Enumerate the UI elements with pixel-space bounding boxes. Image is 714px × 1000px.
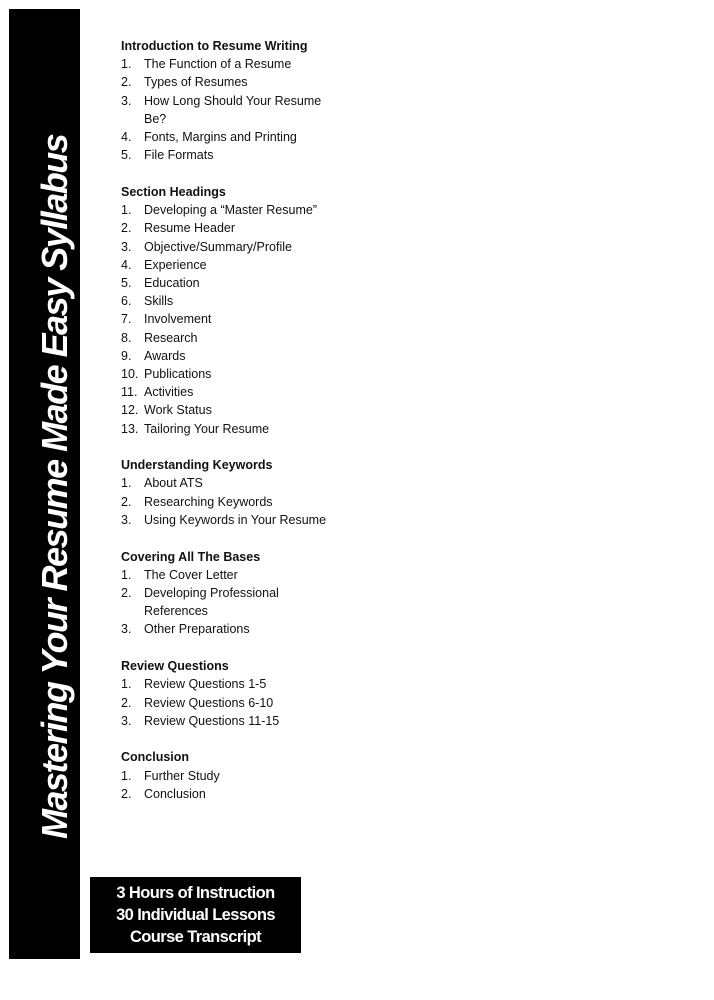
list-item <box>121 292 341 310</box>
list-item <box>121 146 341 164</box>
list-item <box>121 401 341 419</box>
section-heading: Review Questions <box>121 659 229 674</box>
item-text: Researching Keywords <box>144 494 273 509</box>
course-info-badge <box>90 877 301 953</box>
item-text: How Long Should Your Resume Be? <box>144 93 322 126</box>
sidebar-banner <box>9 9 80 959</box>
item-text: Tailoring Your Resume <box>144 421 270 436</box>
lesson-list <box>121 55 341 164</box>
item-number: 1. <box>121 203 132 218</box>
list-item <box>121 238 341 256</box>
lesson-list <box>121 474 341 529</box>
item-number: 1. <box>121 567 132 582</box>
section-heading: Section Headings <box>121 184 226 199</box>
list-item <box>121 767 341 785</box>
item-number: 5. <box>121 148 132 163</box>
item-number: 2. <box>121 695 132 710</box>
item-number: 8. <box>121 330 132 345</box>
item-number: 2. <box>121 75 132 90</box>
list-item <box>121 474 341 492</box>
item-number: 2. <box>121 786 132 801</box>
list-item <box>121 73 341 91</box>
item-text: Fonts, Margins and Printing <box>144 130 297 145</box>
item-text: About ATS <box>144 476 203 491</box>
section-introduction <box>121 37 341 164</box>
list-item <box>121 383 341 401</box>
item-number: 1. <box>121 57 132 72</box>
item-text: Education <box>144 275 200 290</box>
item-text: The Function of a Resume <box>144 57 292 72</box>
list-item <box>121 785 341 803</box>
section-heading: Introduction to Resume Writing <box>121 39 308 53</box>
item-text: Skills <box>144 294 174 309</box>
item-text: Conclusion <box>144 786 206 801</box>
list-item <box>121 493 341 511</box>
section-understanding-keywords <box>121 456 341 529</box>
item-text: Objective/Summary/Profile <box>144 239 292 254</box>
item-text: Experience <box>144 257 207 272</box>
item-text: Review Questions 6-10 <box>144 695 274 710</box>
list-item <box>121 365 341 383</box>
item-number: 2. <box>121 585 132 600</box>
list-item <box>121 256 341 274</box>
item-number: 3. <box>121 512 132 527</box>
list-item <box>121 712 341 730</box>
item-text: Developing Professional References <box>144 585 279 619</box>
item-number: 12. <box>121 403 139 418</box>
item-text: Involvement <box>144 312 212 327</box>
item-text: The Cover Letter <box>144 567 238 582</box>
item-number: 4. <box>121 257 132 272</box>
item-number: 1. <box>121 476 132 491</box>
list-item <box>121 92 341 128</box>
syllabus-title: Mastering Your Resume Made Easy Syllabus <box>34 134 75 839</box>
list-item <box>121 329 341 347</box>
list-item <box>121 219 341 237</box>
section-heading: Understanding Keywords <box>121 458 273 473</box>
item-text: File Formats <box>144 148 214 163</box>
item-text: Other Preparations <box>144 622 250 637</box>
item-text: Review Questions 11-15 <box>144 713 280 728</box>
list-item <box>121 128 341 146</box>
item-text: Work Status <box>144 403 212 418</box>
item-number: 7. <box>121 312 132 327</box>
lesson-list <box>121 566 341 639</box>
item-text: Publications <box>144 366 212 381</box>
item-number: 4. <box>121 130 132 145</box>
list-item <box>121 274 341 292</box>
list-item <box>121 511 341 529</box>
item-number: 9. <box>121 348 132 363</box>
lesson-list <box>121 767 341 803</box>
section-covering-all-the-bases <box>121 548 341 639</box>
list-item <box>121 675 341 693</box>
item-text: Resume Header <box>144 221 236 236</box>
item-number: 3. <box>121 713 132 728</box>
item-text: Developing a “Master Resume” <box>144 203 317 218</box>
item-number: 2. <box>121 221 132 236</box>
item-number: 1. <box>121 677 132 692</box>
syllabus-content <box>121 37 341 822</box>
section-conclusion <box>121 748 341 803</box>
section-heading: Covering All The Bases <box>121 549 261 564</box>
course-transcript-label: Course Transcript <box>129 928 261 946</box>
list-item <box>121 566 341 584</box>
lesson-list <box>121 201 341 438</box>
item-number: 10. <box>121 366 139 381</box>
item-text: Research <box>144 330 198 345</box>
item-number: 1. <box>121 768 132 783</box>
item-number: 13. <box>121 421 139 436</box>
lesson-count: 30 Individual Lessons <box>116 906 275 924</box>
item-number: 2. <box>121 494 132 509</box>
item-text: Further Study <box>144 768 220 783</box>
list-item <box>121 420 341 438</box>
list-item <box>121 201 341 219</box>
list-item <box>121 55 341 73</box>
instruction-hours: 3 Hours of Instruction <box>116 884 275 902</box>
section-heading: Conclusion <box>121 750 190 765</box>
list-item <box>121 694 341 712</box>
item-text: Review Questions 1-5 <box>144 677 267 692</box>
list-item <box>121 584 341 620</box>
item-text: Types of Resumes <box>144 75 248 90</box>
lesson-list <box>121 675 341 730</box>
list-item <box>121 310 341 328</box>
list-item <box>121 347 341 365</box>
list-item <box>121 620 341 638</box>
item-number: 3. <box>121 239 132 254</box>
section-section-headings <box>121 183 341 438</box>
item-text: Awards <box>144 348 186 363</box>
item-number: 11. <box>121 385 138 400</box>
item-text: Activities <box>144 385 194 400</box>
item-number: 6. <box>121 294 132 309</box>
item-text: Using Keywords in Your Resume <box>144 512 327 527</box>
item-number: 3. <box>121 622 132 637</box>
section-review-questions <box>121 657 341 730</box>
item-number: 5. <box>121 275 132 290</box>
item-number: 3. <box>121 93 132 108</box>
